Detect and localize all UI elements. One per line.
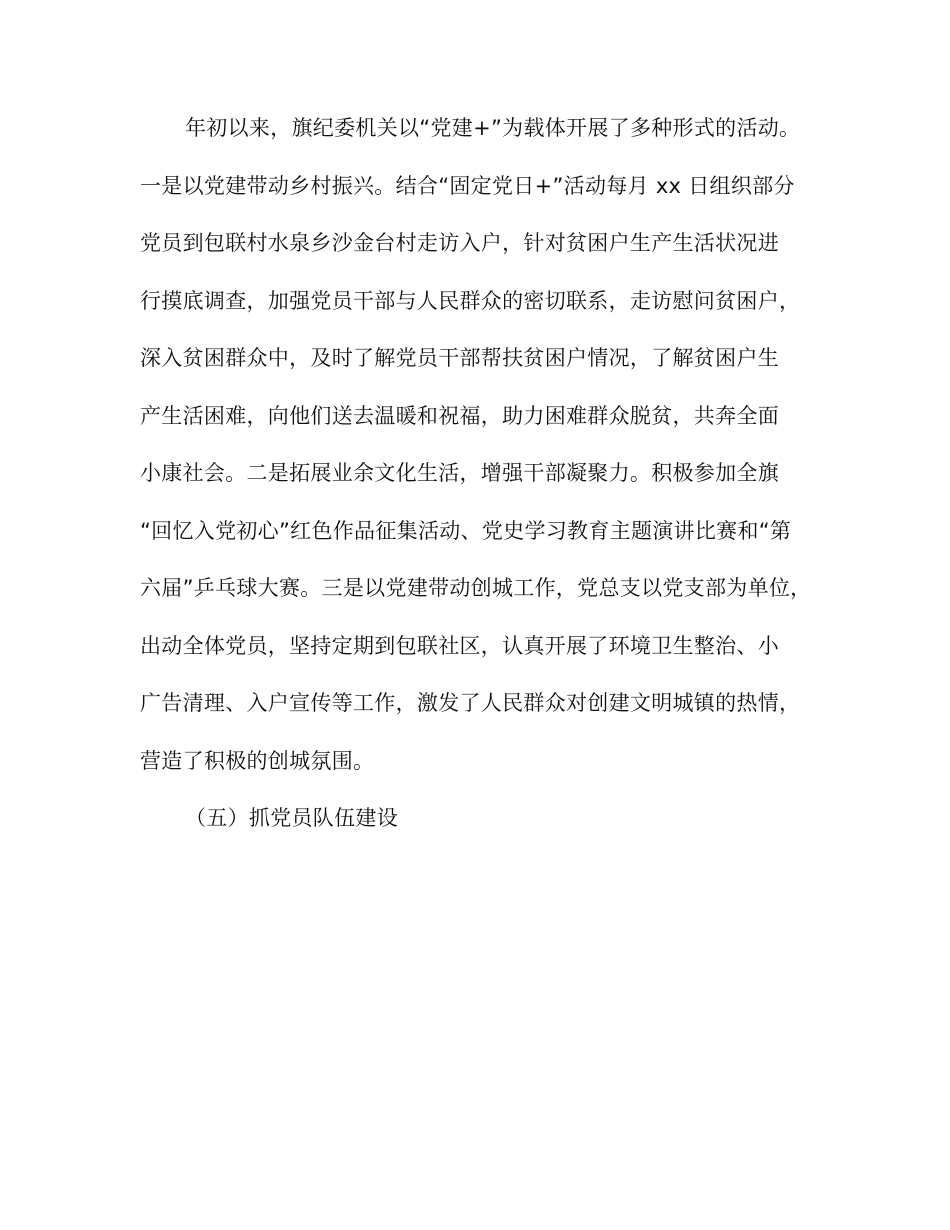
- paragraph-line-8: “回忆入党初心”红色作品征集活动、党史学习教育主题演讲比赛和“第: [140, 518, 792, 543]
- paragraph-line-2: 一是以党建带动乡村振兴。结合“固定党日+”活动每月 xx 日组织部分: [140, 173, 795, 198]
- paragraph-line-3: 党员到包联村水泉乡沙金台村走访入户，针对贫困户生产生活状况进: [140, 231, 779, 255]
- paragraph-line-11: 广告清理、入户宣传等工作，激发了人民群众对创建文明城镇的热情，: [140, 691, 801, 715]
- paragraph-line-12: 营造了积极的创城氛围。: [140, 748, 375, 773]
- paragraph-line-6: 产生活困难，向他们送去温暖和祝福，助力困难群众脱贫，共奔全面: [140, 403, 779, 428]
- paragraph-line-4: 行摸底调查，加强党员干部与人民群众的密切联系，走访慰问贫困户，: [140, 288, 801, 313]
- paragraph-line-10: 出动全体党员，坚持定期到包联社区，认真开展了环境卫生整治、小: [140, 633, 779, 658]
- paragraph-line-5: 深入贫困群众中，及时了解党员干部帮扶贫困户情况，了解贫困户生: [140, 346, 779, 370]
- paragraph-line-1: 年初以来，旗纪委机关以“党建+”为载体开展了多种形式的活动。: [185, 116, 801, 140]
- section-heading: （五）抓党员队伍建设: [185, 806, 398, 830]
- paragraph-line-9: 六届”乒乓球大赛。三是以党建带动创城工作，党总支以党支部为单位，: [140, 576, 812, 600]
- body-text: [140, 108, 840, 856]
- paragraph-line-7: 小康社会。二是拓展业余文化生活，增强干部凝聚力。积极参加全旗: [140, 461, 779, 485]
